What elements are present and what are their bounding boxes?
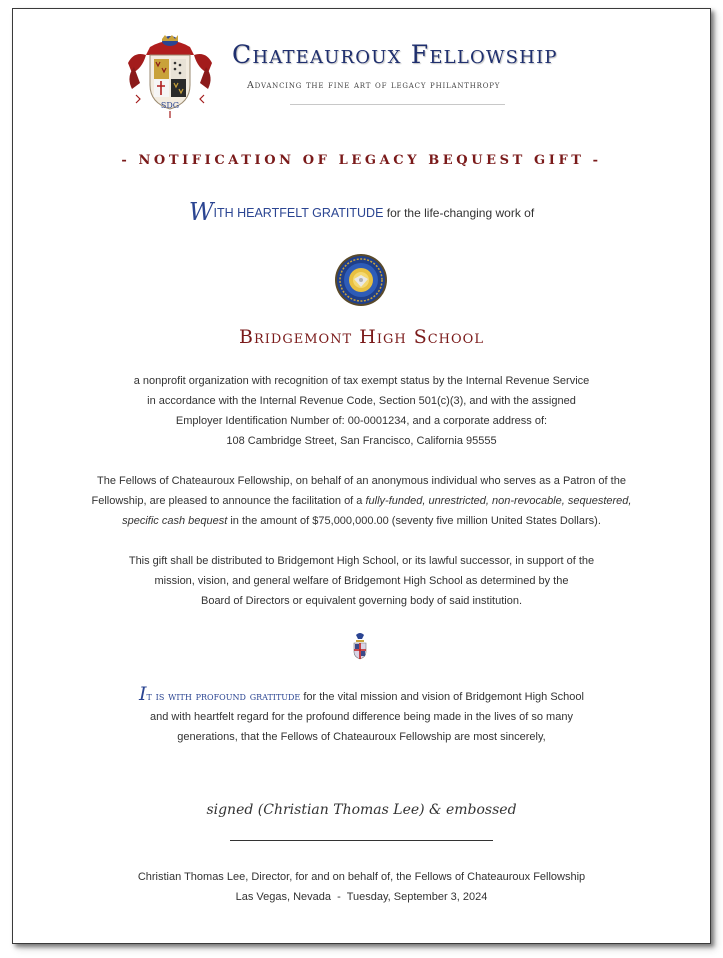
bequest-type: specific cash bequest [122, 515, 228, 527]
announcement-line-2 [0, 491, 723, 511]
header-divider [290, 104, 505, 105]
closing-line-2: and with heartfelt regard for the profound difference being made in the lives of so many [150, 711, 573, 723]
document-title: - NOTIFICATION OF LEGACY BEQUEST GIFT - [121, 153, 602, 168]
bequest-amount: in the amount of $75,000,000.00 (seventy five million United States Dollars). [227, 515, 601, 527]
closing-line-3: generations, that the Fellows of Chateauroux Fellowship are most sincerely, [177, 731, 546, 743]
announcement-line-1: The Fellows of Chateauroux Fellowship, on behalf of an anonymous individual who serves as a Patron of the [97, 475, 626, 487]
detail-line: 108 Cambridge Street, San Francisco, California 95555 [226, 435, 497, 447]
detail-line: a nonprofit organization with recognition of tax exempt status by the Internal Revenue Service [133, 375, 590, 387]
signatory-line: Christian Thomas Lee, Director, for and on behalf of, the Fellows of Chateauroux Fellowship [137, 871, 586, 883]
signature-line [230, 840, 493, 841]
organization-details [0, 371, 723, 451]
intro-lead: ITH HEARTFELT GRATITUDE [213, 206, 384, 220]
intro-drop-cap: W [188, 198, 214, 226]
detail-line: in accordance with the Internal Revenue Code, Section 501(c)(3), and with the assigned [147, 395, 576, 407]
distribution-line: Board of Directors or equivalent governing body of said institution. [200, 595, 522, 607]
organization-tagline: Advancing the fine art of legacy philanthropy [247, 80, 501, 91]
organization-name: Chateauroux Fellowship [232, 40, 558, 69]
distribution-line: This gift shall be distributed to Bridgemont High School, or its lawful successor, in support of the [128, 555, 595, 567]
intro-rest: for the life-changing work of [383, 206, 535, 220]
intro-line [0, 198, 723, 226]
fellowship-crest-icon [120, 33, 220, 118]
beneficiary-name: Bridgemont High School [239, 326, 484, 348]
bequest-terms: fully-funded, unrestricted, non-revocable, sequestered, [365, 495, 632, 507]
signatory-footer [0, 867, 723, 907]
announcement-line-3 [0, 511, 723, 531]
mini-crest-icon [352, 632, 368, 660]
school-seal-icon [334, 253, 388, 307]
closing-text: for the vital mission and vision of Bridgemont High School [300, 691, 584, 703]
closing-drop-cap: I [139, 683, 147, 705]
place-date-line: Las Vegas, Nevada - Tuesday, September 3, 2024 [235, 891, 488, 903]
closing-statement [0, 684, 723, 747]
detail-line: Employer Identification Number of: 00-0001234, and a corporate address of: [175, 415, 548, 427]
closing-lead: t is with profound gratitude [146, 689, 301, 703]
bequest-announcement [0, 471, 723, 531]
closing-line-1 [0, 684, 723, 707]
distribution-line: mission, vision, and general welfare of Bridgemont High School as determined by the [154, 575, 569, 587]
svg-text:SDG: SDG [160, 101, 180, 110]
announcement-text: Fellowship, are pleased to announce the facilitation of a [91, 495, 366, 507]
signature-text: signed (Christian Thomas Lee) & embossed [206, 802, 517, 818]
distribution-terms [0, 551, 723, 611]
